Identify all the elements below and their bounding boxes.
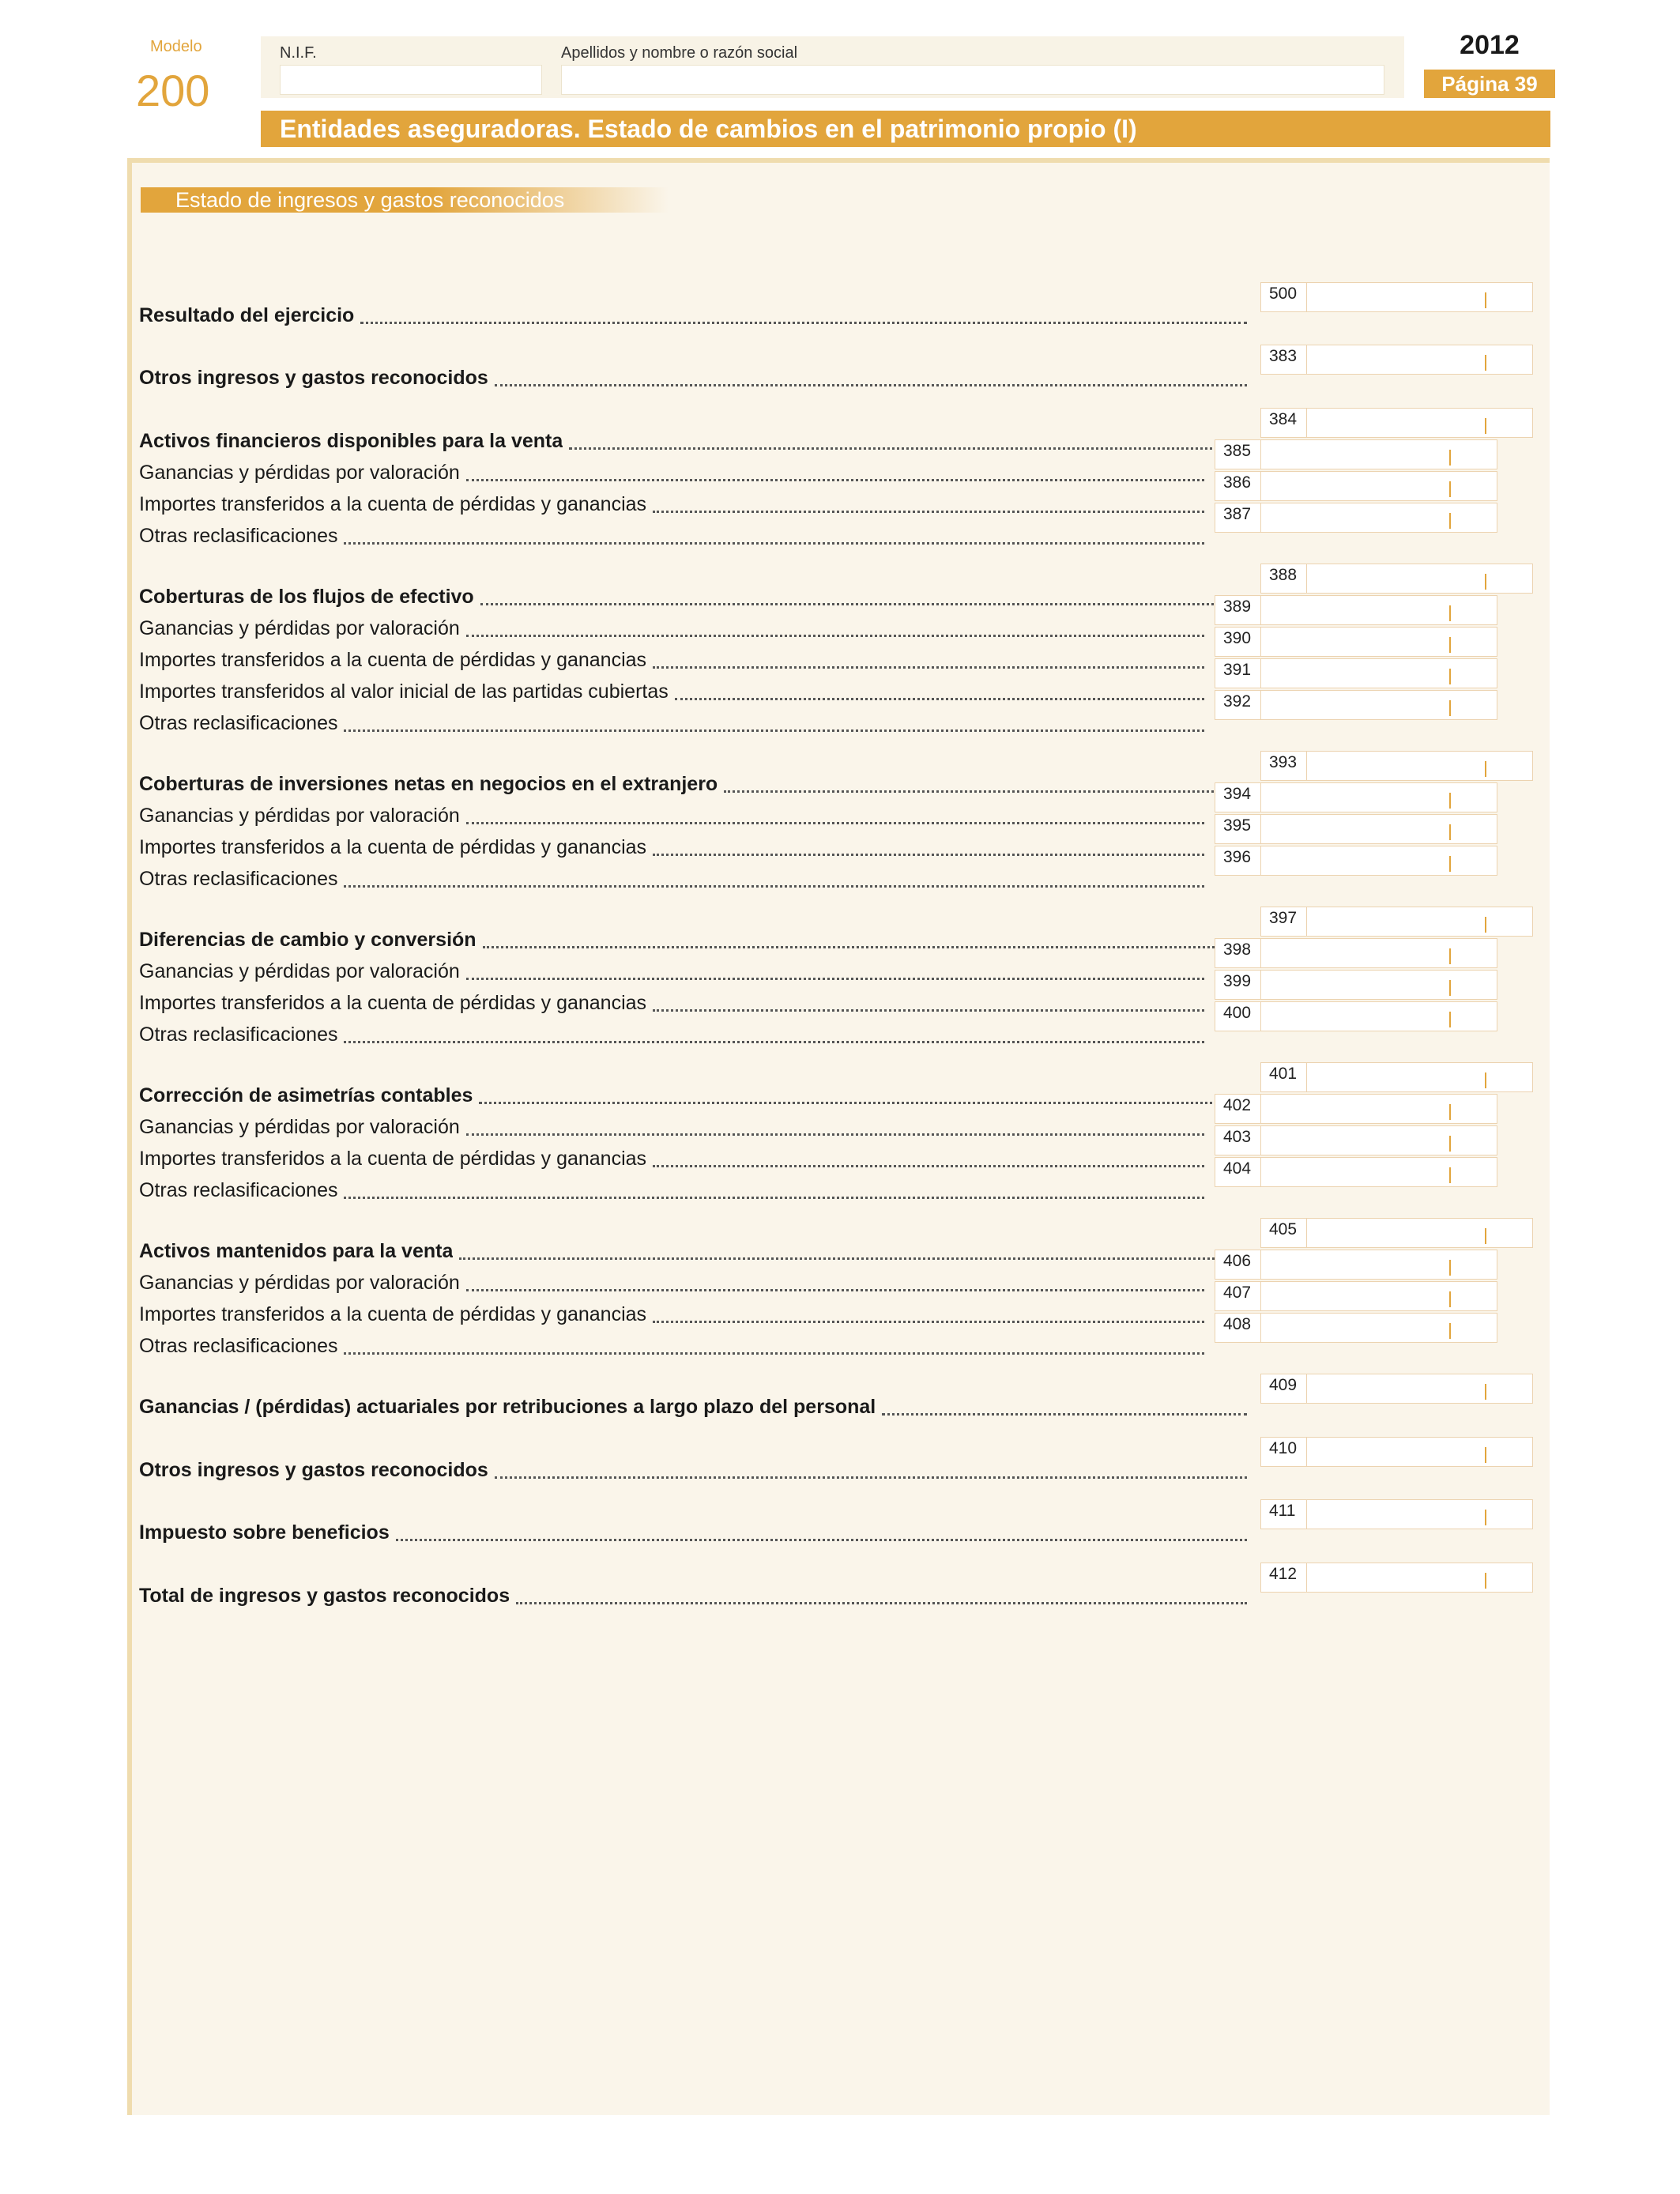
box-code: 397 <box>1261 907 1307 936</box>
box-code: 410 <box>1261 1438 1307 1466</box>
leader-dots <box>466 1133 1204 1136</box>
box-code: 406 <box>1215 1250 1261 1279</box>
leader-dots <box>344 542 1204 545</box>
leader-dots <box>516 1602 1247 1604</box>
name-field[interactable] <box>561 65 1384 95</box>
leader-dots <box>360 322 1247 324</box>
amount-field[interactable] <box>1215 690 1497 720</box>
modelo-number: 200 <box>136 66 210 115</box>
row-label: Importes transferidos al valor inicial de las partidas cubiertas <box>139 680 669 703</box>
box-code: 390 <box>1215 628 1261 656</box>
decimal-separator-mark <box>1449 1104 1451 1120</box>
amount-field[interactable] <box>1215 782 1497 812</box>
leader-dots <box>569 447 1247 450</box>
row-label: Ganancias y pérdidas por valoración <box>139 1272 460 1294</box>
box-code: 386 <box>1215 472 1261 500</box>
amount-field[interactable] <box>1260 907 1533 937</box>
leader-dots <box>466 479 1204 481</box>
leader-dots <box>344 1041 1204 1043</box>
amount-field[interactable] <box>1215 1250 1497 1280</box>
page-title: Entidades aseguradoras. Estado de cambios en el patrimonio propio (I) <box>261 111 1550 147</box>
box-code: 402 <box>1215 1095 1261 1123</box>
box-code: 400 <box>1215 1002 1261 1031</box>
row-label: Coberturas de inversiones netas en negocios en el extranjero <box>139 773 718 795</box>
decimal-separator-mark <box>1449 450 1451 466</box>
decimal-separator-mark <box>1449 513 1451 529</box>
row-label: Importes transferidos a la cuenta de pérdidas y ganancias <box>139 649 647 671</box>
box-code: 412 <box>1261 1563 1307 1592</box>
box-code: 384 <box>1261 409 1307 437</box>
box-code: 408 <box>1215 1314 1261 1342</box>
amount-field[interactable] <box>1260 564 1533 594</box>
row-label: Corrección de asimetrías contables <box>139 1084 473 1106</box>
box-code: 392 <box>1215 691 1261 719</box>
amount-field[interactable] <box>1260 1062 1533 1092</box>
decimal-separator-mark <box>1485 1228 1486 1244</box>
name-label: Apellidos y nombre o razón social <box>561 44 798 62</box>
box-code: 403 <box>1215 1126 1261 1155</box>
amount-field[interactable] <box>1215 595 1497 625</box>
row-label: Otros ingresos y gastos reconocidos <box>139 1459 488 1481</box>
leader-dots <box>495 384 1247 386</box>
row-label: Otros ingresos y gastos reconocidos <box>139 367 488 389</box>
section-title: Estado de ingresos y gastos reconocidos <box>141 187 669 213</box>
leader-dots <box>344 1197 1204 1199</box>
leader-dots <box>653 1009 1204 1012</box>
amount-field[interactable] <box>1215 814 1497 844</box>
amount-field[interactable] <box>1215 1001 1497 1031</box>
box-code: 409 <box>1261 1374 1307 1403</box>
box-code: 405 <box>1261 1219 1307 1247</box>
leader-dots <box>466 978 1204 980</box>
amount-field[interactable] <box>1215 1094 1497 1124</box>
row-label: Otras reclasificaciones <box>139 1023 338 1046</box>
decimal-separator-mark <box>1449 1323 1451 1339</box>
amount-field[interactable] <box>1215 503 1497 533</box>
leader-dots <box>396 1539 1247 1541</box>
decimal-separator-mark <box>1485 355 1486 371</box>
decimal-separator-mark <box>1449 605 1451 621</box>
amount-field[interactable] <box>1260 282 1533 312</box>
leader-dots <box>675 698 1204 700</box>
box-code: 389 <box>1215 596 1261 624</box>
decimal-separator-mark <box>1485 1384 1486 1400</box>
leader-dots <box>495 1476 1247 1479</box>
leader-dots <box>724 790 1247 793</box>
year: 2012 <box>1460 30 1520 60</box>
box-code: 398 <box>1215 939 1261 967</box>
row-label: Importes transferidos a la cuenta de pérdidas y ganancias <box>139 1148 647 1170</box>
leader-dots <box>882 1413 1247 1416</box>
amount-field[interactable] <box>1260 345 1533 375</box>
leader-dots <box>466 822 1204 824</box>
decimal-separator-mark <box>1449 637 1451 653</box>
leader-dots <box>459 1257 1247 1260</box>
row-label: Importes transferidos a la cuenta de pérdidas y ganancias <box>139 992 647 1014</box>
row-label: Ganancias y pérdidas por valoración <box>139 617 460 639</box>
amount-field[interactable] <box>1215 1313 1497 1343</box>
amount-field[interactable] <box>1215 439 1497 469</box>
taxpayer-header <box>261 36 1404 98</box>
amount-field[interactable] <box>1215 627 1497 657</box>
leader-dots <box>344 885 1204 888</box>
row-label: Diferencias de cambio y conversión <box>139 929 477 951</box>
decimal-separator-mark <box>1449 948 1451 964</box>
amount-field[interactable] <box>1215 658 1497 688</box>
decimal-separator-mark <box>1485 418 1486 434</box>
decimal-separator-mark <box>1449 1167 1451 1183</box>
amount-field[interactable] <box>1260 1374 1533 1404</box>
decimal-separator-mark <box>1485 292 1486 308</box>
page-number-badge: Página 39 <box>1424 70 1555 98</box>
row-label: Ganancias y pérdidas por valoración <box>139 462 460 484</box>
nif-field[interactable] <box>280 65 542 95</box>
leader-dots <box>653 854 1204 856</box>
decimal-separator-mark <box>1485 1573 1486 1589</box>
box-code: 399 <box>1215 971 1261 999</box>
box-code: 500 <box>1261 283 1307 311</box>
leader-dots <box>653 1165 1204 1167</box>
row-label: Ganancias y pérdidas por valoración <box>139 960 460 982</box>
box-code: 404 <box>1215 1158 1261 1186</box>
amount-field[interactable] <box>1260 1218 1533 1248</box>
decimal-separator-mark <box>1449 793 1451 809</box>
leader-dots <box>344 729 1204 732</box>
decimal-separator-mark <box>1485 1072 1486 1088</box>
row-label: Importes transferidos a la cuenta de pérdidas y ganancias <box>139 493 647 515</box>
box-code: 401 <box>1261 1063 1307 1091</box>
row-label: Otras reclasificaciones <box>139 1335 338 1357</box>
leader-dots <box>466 1289 1204 1291</box>
amount-field[interactable] <box>1215 970 1497 1000</box>
row-label: Activos financieros disponibles para la venta <box>139 430 563 452</box>
leader-dots <box>344 1352 1204 1355</box>
box-code: 387 <box>1215 503 1261 532</box>
decimal-separator-mark <box>1485 574 1486 590</box>
decimal-separator-mark <box>1485 761 1486 777</box>
box-code: 411 <box>1261 1500 1307 1529</box>
box-code: 391 <box>1215 659 1261 688</box>
decimal-separator-mark <box>1449 481 1451 497</box>
leader-dots <box>653 666 1204 669</box>
row-label: Otras reclasificaciones <box>139 712 338 734</box>
row-label: Otras reclasificaciones <box>139 525 338 547</box>
row-label: Activos mantenidos para la venta <box>139 1240 454 1262</box>
amount-field[interactable] <box>1215 1125 1497 1155</box>
leader-dots <box>480 603 1247 605</box>
decimal-separator-mark <box>1485 1447 1486 1463</box>
row-label: Resultado del ejercicio <box>139 304 355 326</box>
amount-field[interactable] <box>1260 751 1533 781</box>
box-code: 395 <box>1215 815 1261 843</box>
decimal-separator-mark <box>1449 980 1451 996</box>
decimal-separator-mark <box>1485 917 1486 933</box>
box-code: 407 <box>1215 1282 1261 1310</box>
row-label: Otras reclasificaciones <box>139 1179 338 1201</box>
amount-field[interactable] <box>1260 408 1533 438</box>
row-label: Importes transferidos a la cuenta de pérdidas y ganancias <box>139 1303 647 1325</box>
decimal-separator-mark <box>1449 1136 1451 1152</box>
decimal-separator-mark <box>1449 824 1451 840</box>
amount-field[interactable] <box>1260 1499 1533 1529</box>
leader-dots <box>466 635 1204 637</box>
nif-label: N.I.F. <box>280 44 317 62</box>
amount-field[interactable] <box>1260 1563 1533 1593</box>
row-label: Importes transferidos a la cuenta de pérdidas y ganancias <box>139 836 647 858</box>
amount-field[interactable] <box>1215 1281 1497 1311</box>
leader-dots <box>653 1321 1204 1323</box>
box-code: 393 <box>1261 752 1307 780</box>
row-label: Coberturas de los flujos de efectivo <box>139 586 474 608</box>
amount-field[interactable] <box>1215 938 1497 968</box>
decimal-separator-mark <box>1449 856 1451 872</box>
amount-field[interactable] <box>1260 1437 1533 1467</box>
decimal-separator-mark <box>1449 700 1451 716</box>
row-label: Ganancias y pérdidas por valoración <box>139 805 460 827</box>
box-code: 394 <box>1215 783 1261 812</box>
amount-field[interactable] <box>1215 846 1497 876</box>
leader-dots <box>653 511 1204 513</box>
leader-dots <box>483 946 1247 948</box>
box-code: 385 <box>1215 440 1261 469</box>
row-label: Ganancias / (pérdidas) actuariales por retribuciones a largo plazo del personal <box>139 1396 876 1418</box>
decimal-separator-mark <box>1485 1510 1486 1525</box>
amount-field[interactable] <box>1215 471 1497 501</box>
box-code: 383 <box>1261 345 1307 374</box>
decimal-separator-mark <box>1449 669 1451 684</box>
row-label: Impuesto sobre beneficios <box>139 1521 390 1544</box>
row-label: Ganancias y pérdidas por valoración <box>139 1116 460 1138</box>
amount-field[interactable] <box>1215 1157 1497 1187</box>
box-code: 388 <box>1261 564 1307 593</box>
decimal-separator-mark <box>1449 1012 1451 1027</box>
row-label: Otras reclasificaciones <box>139 868 338 890</box>
decimal-separator-mark <box>1449 1260 1451 1276</box>
box-code: 396 <box>1215 846 1261 875</box>
modelo-label: Modelo <box>150 38 202 55</box>
row-label: Total de ingresos y gastos reconocidos <box>139 1585 510 1607</box>
leader-dots <box>479 1102 1247 1104</box>
decimal-separator-mark <box>1449 1291 1451 1307</box>
